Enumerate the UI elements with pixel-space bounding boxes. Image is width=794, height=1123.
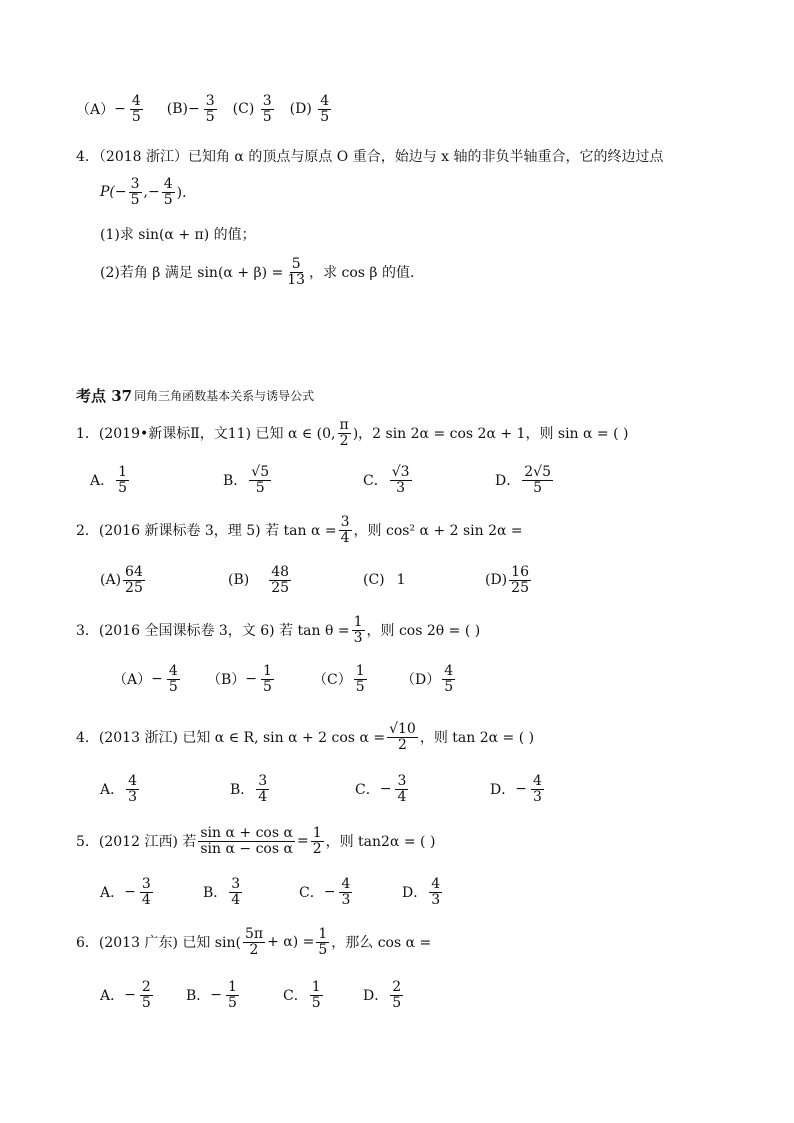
fraction: $\frac{1}{5}$: [228, 979, 237, 1011]
option-a: （A） − $\frac{4}{5}$: [113, 663, 178, 695]
fraction: $\frac{3}{5}$: [130, 176, 140, 208]
option-a: A． − $\frac{3}{4}$: [100, 876, 151, 908]
question-4-stem: 4．(2013 浙江) 已知 α ∈ R, sin α + 2 cos α = $\frac{√10}{2}$ ，则 tan 2α = ( ): [76, 721, 535, 753]
fraction: $\frac{4}{5}$: [163, 176, 173, 208]
option-d: D． $\frac{4}{3}$: [402, 876, 441, 908]
fraction: $\frac{√5}{5}$: [251, 464, 270, 496]
fraction: $\frac{2√5}{5}$: [524, 464, 551, 496]
fraction: $\frac{4}{3}$: [128, 773, 138, 805]
option-d: （D） $\frac{4}{5}$: [401, 663, 454, 695]
option-d: (D) $\frac{16}{25}$: [485, 564, 529, 596]
option-b: （B） − $\frac{1}{5}$: [207, 663, 272, 695]
prev-options: [76, 94, 333, 124]
fraction: $\frac{1}{5}$: [311, 979, 321, 1011]
question-2018-point: P(− $\frac{3}{5}$ ,− $\frac{4}{5}$ )．: [100, 176, 197, 208]
fraction: $\frac{5}{13}$: [287, 256, 306, 288]
fraction: $\frac{64}{25}$: [125, 564, 143, 596]
fraction: $\frac{\text{sin α + cos α}}{\text{sin α − cos α}}$: [200, 825, 293, 857]
question-3-stem: 3．(2016 全国课标卷 3，文 6) 若 tan θ = $\frac{1}{3}$ ，则 cos 2θ = ( ): [76, 614, 481, 646]
fraction: $\frac{√10}{2}$: [389, 721, 416, 753]
fraction: $\frac{1}{5}$: [355, 663, 365, 695]
option-b: B． $\frac{3}{4}$: [230, 773, 268, 805]
option-b: B． − $\frac{1}{5}$: [186, 979, 237, 1011]
question-4-options: [100, 774, 546, 804]
fraction: $\frac{\pi}{2}$: [339, 417, 349, 449]
option-a: (A) $\frac{64}{25}$: [100, 564, 143, 596]
question-6-stem: 6．(2013 广东) 已知 sin( $\frac{5\pi}{2}$ + α) = $\frac{1}{5}$ ，那么 cos α =: [76, 926, 432, 958]
section-heading: 考点 37 同角三角函数基本关系与诱导公式: [76, 387, 315, 405]
option-d: D． $\frac{2}{5}$: [363, 979, 402, 1011]
option-c: C． − $\frac{3}{4}$: [355, 773, 407, 805]
option-b: B． $\frac{3}{4}$: [203, 876, 241, 908]
question-3-options: [113, 664, 457, 694]
fraction: $\frac{4}{5}$: [168, 663, 178, 695]
fraction: $\frac{3}{4}$: [340, 514, 350, 546]
fraction: $\frac{1}{2}$: [312, 825, 322, 857]
fraction: $\frac{1}{5}$: [118, 464, 128, 496]
question-2018-part2: (2)若角 β 满足 sin(α + β) = $\frac{5}{13}$ ，求 cos β 的值．: [100, 256, 424, 288]
option-a: A． − $\frac{2}{5}$: [100, 979, 151, 1011]
fraction: $\frac{4}{5}$: [320, 93, 330, 125]
fraction: $\frac{16}{25}$: [511, 564, 529, 596]
question-2-stem: 2．(2016 新课标卷 3，理 5) 若 tan α = $\frac{3}{4}$ ，则 cos² α + 2 sin 2α =: [76, 514, 523, 546]
fraction: $\frac{4}{5}$: [131, 93, 141, 125]
fraction: $\frac{1}{3}$: [353, 614, 363, 646]
fraction: $\frac{4}{3}$: [341, 876, 351, 908]
fraction: $\frac{2}{5}$: [392, 979, 402, 1011]
fraction: $\frac{4}{5}$: [444, 663, 454, 695]
option-c: (C) 1: [363, 572, 406, 589]
option-d: D． − $\frac{4}{3}$: [490, 773, 542, 805]
question-6-options: [100, 980, 405, 1010]
option-b: (B) $\frac{48}{25}$: [228, 564, 290, 596]
question-2018-part1: (1)求 sin(α + π) 的值；: [100, 227, 256, 243]
fraction: $\frac{1}{5}$: [263, 663, 272, 695]
option-d: (D) $\frac{4}{5}$: [289, 93, 330, 125]
fraction: $\frac{5\pi}{2}$: [244, 926, 264, 958]
fraction: $\frac{√3}{3}$: [391, 464, 410, 496]
fraction: $\frac{3}{5}$: [205, 93, 215, 125]
option-c: C． $\frac{1}{5}$: [283, 979, 321, 1011]
option-a: （A） − $\frac{4}{5}$: [76, 93, 141, 125]
option-c: C． − $\frac{4}{3}$: [299, 876, 351, 908]
question-2018-lead: 4．（2018 浙江）已知角 α 的顶点与原点 O 重合，始边与 x 轴的非负半轴重合，它的终边过点: [76, 149, 664, 165]
question-5-stem: 5．(2012 江西) 若 $\frac{\text{sin α + cos α}}{\text{sin α − cos α}}$ = $\frac{1}{2}$ ，则 tan2α = ( ): [76, 825, 436, 857]
fraction: $\frac{48}{25}$: [271, 564, 290, 596]
fraction: $\frac{3}{4}$: [231, 876, 241, 908]
question-5-options: [100, 877, 444, 907]
fraction: $\frac{3}{5}$: [262, 93, 272, 125]
question-2-options: [100, 565, 533, 595]
option-d: D． $\frac{2√5}{5}$: [495, 464, 551, 496]
option-a: A． $\frac{1}{5}$: [90, 464, 128, 496]
fraction: $\frac{4}{3}$: [532, 773, 542, 805]
option-c: (C) $\frac{3}{5}$: [232, 93, 272, 125]
option-a: A． $\frac{4}{3}$: [100, 773, 138, 805]
fraction: $\frac{3}{4}$: [141, 876, 151, 908]
question-1-options: [90, 465, 555, 495]
option-b: B． $\frac{√5}{5}$: [223, 464, 270, 496]
option-c: （C） $\frac{1}{5}$: [313, 663, 365, 695]
option-b: (B) − $\frac{3}{5}$: [166, 93, 215, 125]
fraction: $\frac{3}{4}$: [258, 773, 268, 805]
fraction: $\frac{2}{5}$: [141, 979, 151, 1011]
fraction: $\frac{1}{5}$: [318, 926, 328, 958]
option-c: C． $\frac{√3}{3}$: [363, 464, 410, 496]
question-1-stem: 1．(2019•新课标Ⅱ，文11) 已知 α ∈ (0, $\frac{\pi}{2}$ )，2 sin 2α = cos 2α + 1，则 sin α = ( ): [76, 417, 629, 449]
fraction: $\frac{3}{4}$: [397, 773, 407, 805]
fraction: $\frac{4}{3}$: [431, 876, 441, 908]
